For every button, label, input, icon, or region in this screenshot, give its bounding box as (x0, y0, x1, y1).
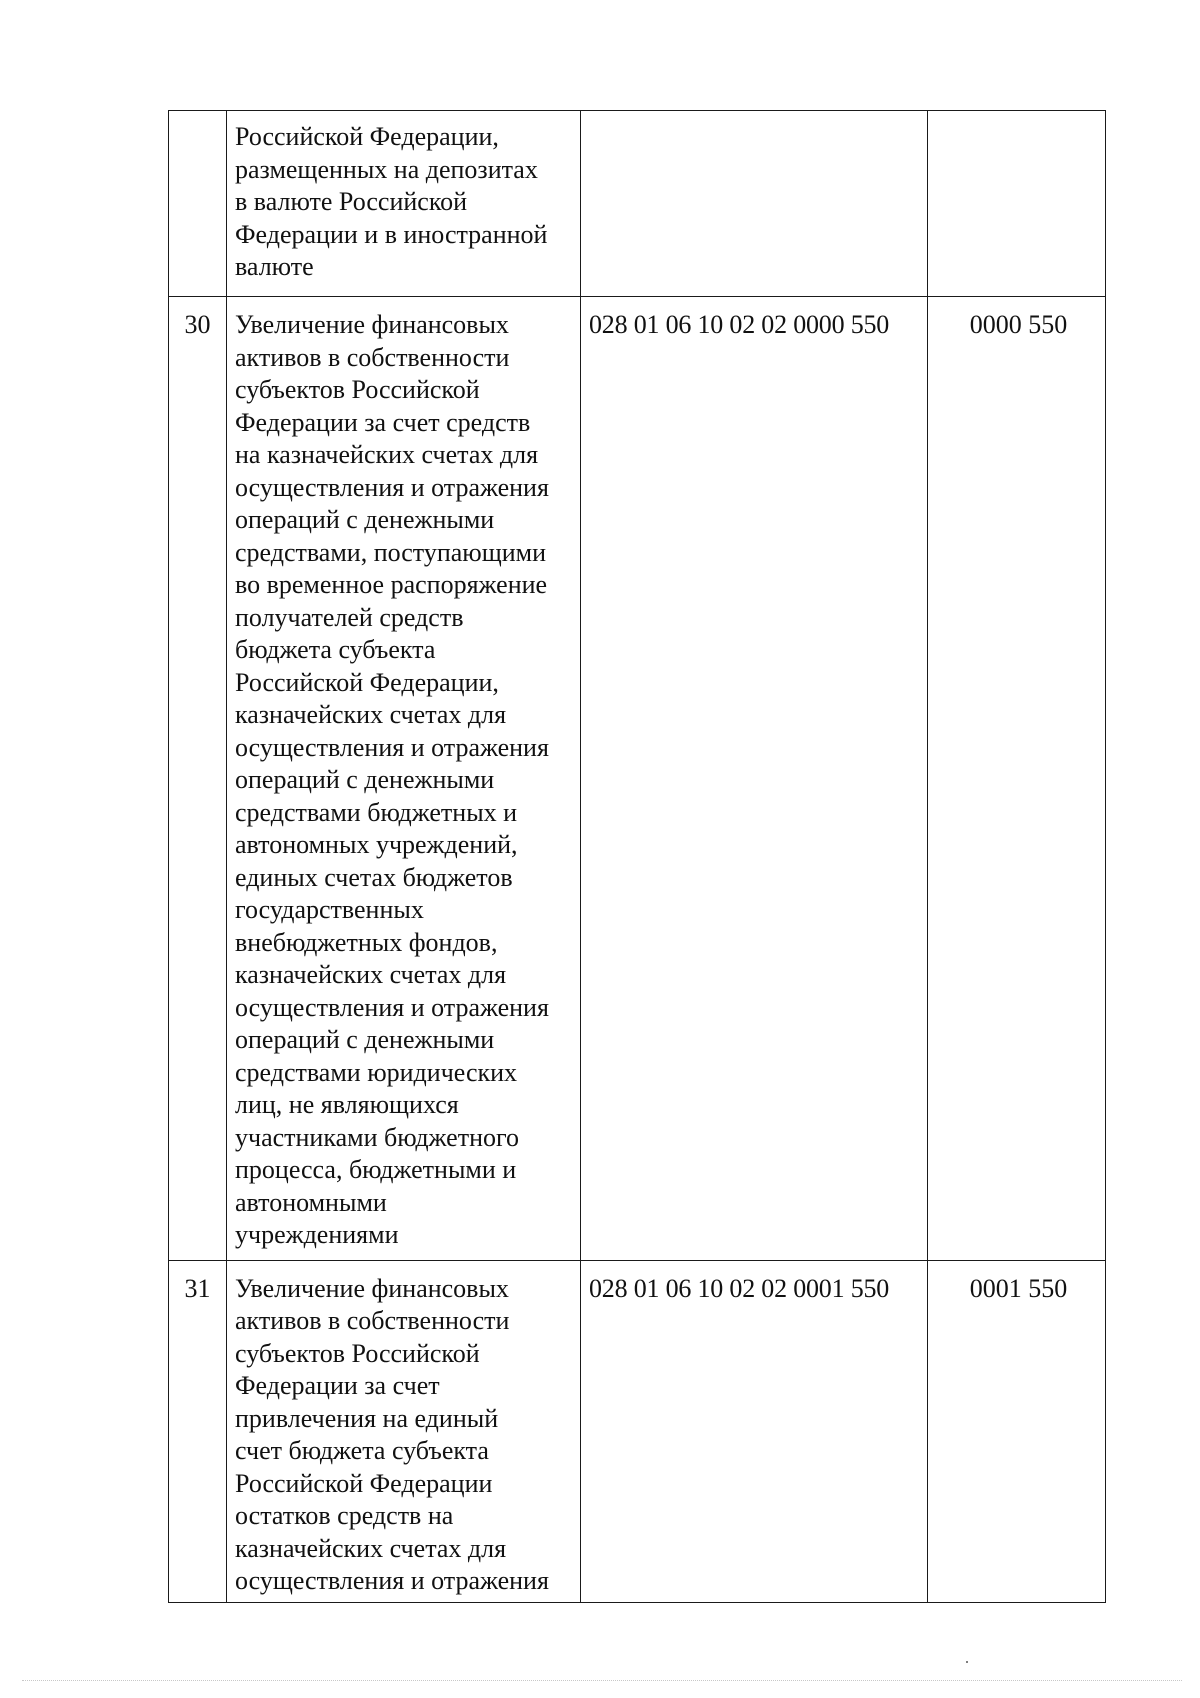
row-code-cell: 028 01 06 10 02 02 0000 550 (581, 297, 928, 1261)
description-line: на казначейских счетах для (235, 440, 539, 469)
description-line: в валюте Российской (235, 187, 468, 216)
description-line: казначейских счетах для (235, 700, 507, 729)
row-classification-cell (928, 111, 1106, 297)
description-line: субъектов Российской (235, 375, 480, 404)
description-line: операций с денежными (235, 765, 495, 794)
description-line: средствами, поступающими (235, 537, 547, 567)
budget-classification-table (168, 110, 1106, 1603)
row-classification-cell: 0000 550 (928, 297, 1106, 1261)
description-line: валюте (235, 252, 314, 281)
description-line: Федерации за счет (235, 1371, 440, 1400)
description-line: счет бюджета субъекта (235, 1436, 489, 1465)
description-line: процесса, бюджетными и (235, 1155, 517, 1184)
description-line: казначейских счетах для (235, 1533, 507, 1563)
description-line: осуществления и отражения (235, 472, 549, 502)
description-line: операций с денежными (235, 1025, 495, 1054)
description-line: активов в собственности (235, 342, 510, 372)
row-number-cell (169, 111, 227, 297)
description-line: размещенных на депозитах (235, 154, 538, 184)
description-line: Увеличение финансовых (235, 310, 509, 339)
description-line: активов в собственности (235, 1306, 510, 1335)
description-line: осуществления и отражения (235, 732, 549, 762)
description-line: привлечения на единый (235, 1403, 499, 1433)
description-line: средствами юридических (235, 1057, 518, 1087)
row-code-cell: 028 01 06 10 02 02 0001 550 (581, 1260, 928, 1602)
description-line: автономных учреждений, (235, 830, 518, 859)
description-line: операций с денежными (235, 505, 495, 534)
row-description-cell (227, 111, 581, 297)
description-line: бюджета субъекта (235, 635, 436, 664)
row-description-cell (227, 297, 581, 1261)
description-line: учреждениями (235, 1220, 399, 1249)
description-line: субъектов Российской (235, 1338, 480, 1368)
table-row-31 (169, 1260, 1106, 1602)
description-line: внебюджетных фондов, (235, 927, 498, 957)
table-row-continuation (169, 111, 1106, 297)
table-row-30 (169, 297, 1106, 1261)
row-description-cell (227, 1260, 581, 1602)
description-line: средствами бюджетных и (235, 797, 518, 827)
description-line: осуществления и отражения (235, 1566, 549, 1595)
scan-speck (966, 1661, 968, 1663)
description-line: Федерации и в иностранной (235, 219, 548, 249)
description-line: автономными (235, 1187, 387, 1217)
description-line: Российской Федерации, (235, 122, 499, 151)
description-line: казначейских счетах для (235, 960, 507, 989)
scan-edge-dotted-line (22, 1680, 1182, 1681)
description-line: Увеличение финансовых (235, 1273, 509, 1303)
description-line: Российской Федерации (235, 1468, 493, 1498)
description-line: единых счетах бюджетов (235, 862, 513, 892)
row-classification-cell: 0001 550 (928, 1260, 1106, 1602)
row-number-cell: 30 (169, 297, 227, 1261)
description-line: Российской Федерации, (235, 667, 499, 697)
description-line: во временное распоряжение (235, 570, 548, 599)
description-line: лиц, не являющихся (235, 1090, 459, 1119)
description-line: Федерации за счет средств (235, 407, 531, 437)
description-line: получателей средств (235, 602, 464, 632)
description-line: остатков средств на (235, 1501, 454, 1530)
description-line: осуществления и отражения (235, 992, 549, 1022)
row-code-cell (581, 111, 928, 297)
description-line: государственных (235, 895, 424, 924)
description-line: участниками бюджетного (235, 1122, 520, 1152)
row-number-cell: 31 (169, 1260, 227, 1602)
